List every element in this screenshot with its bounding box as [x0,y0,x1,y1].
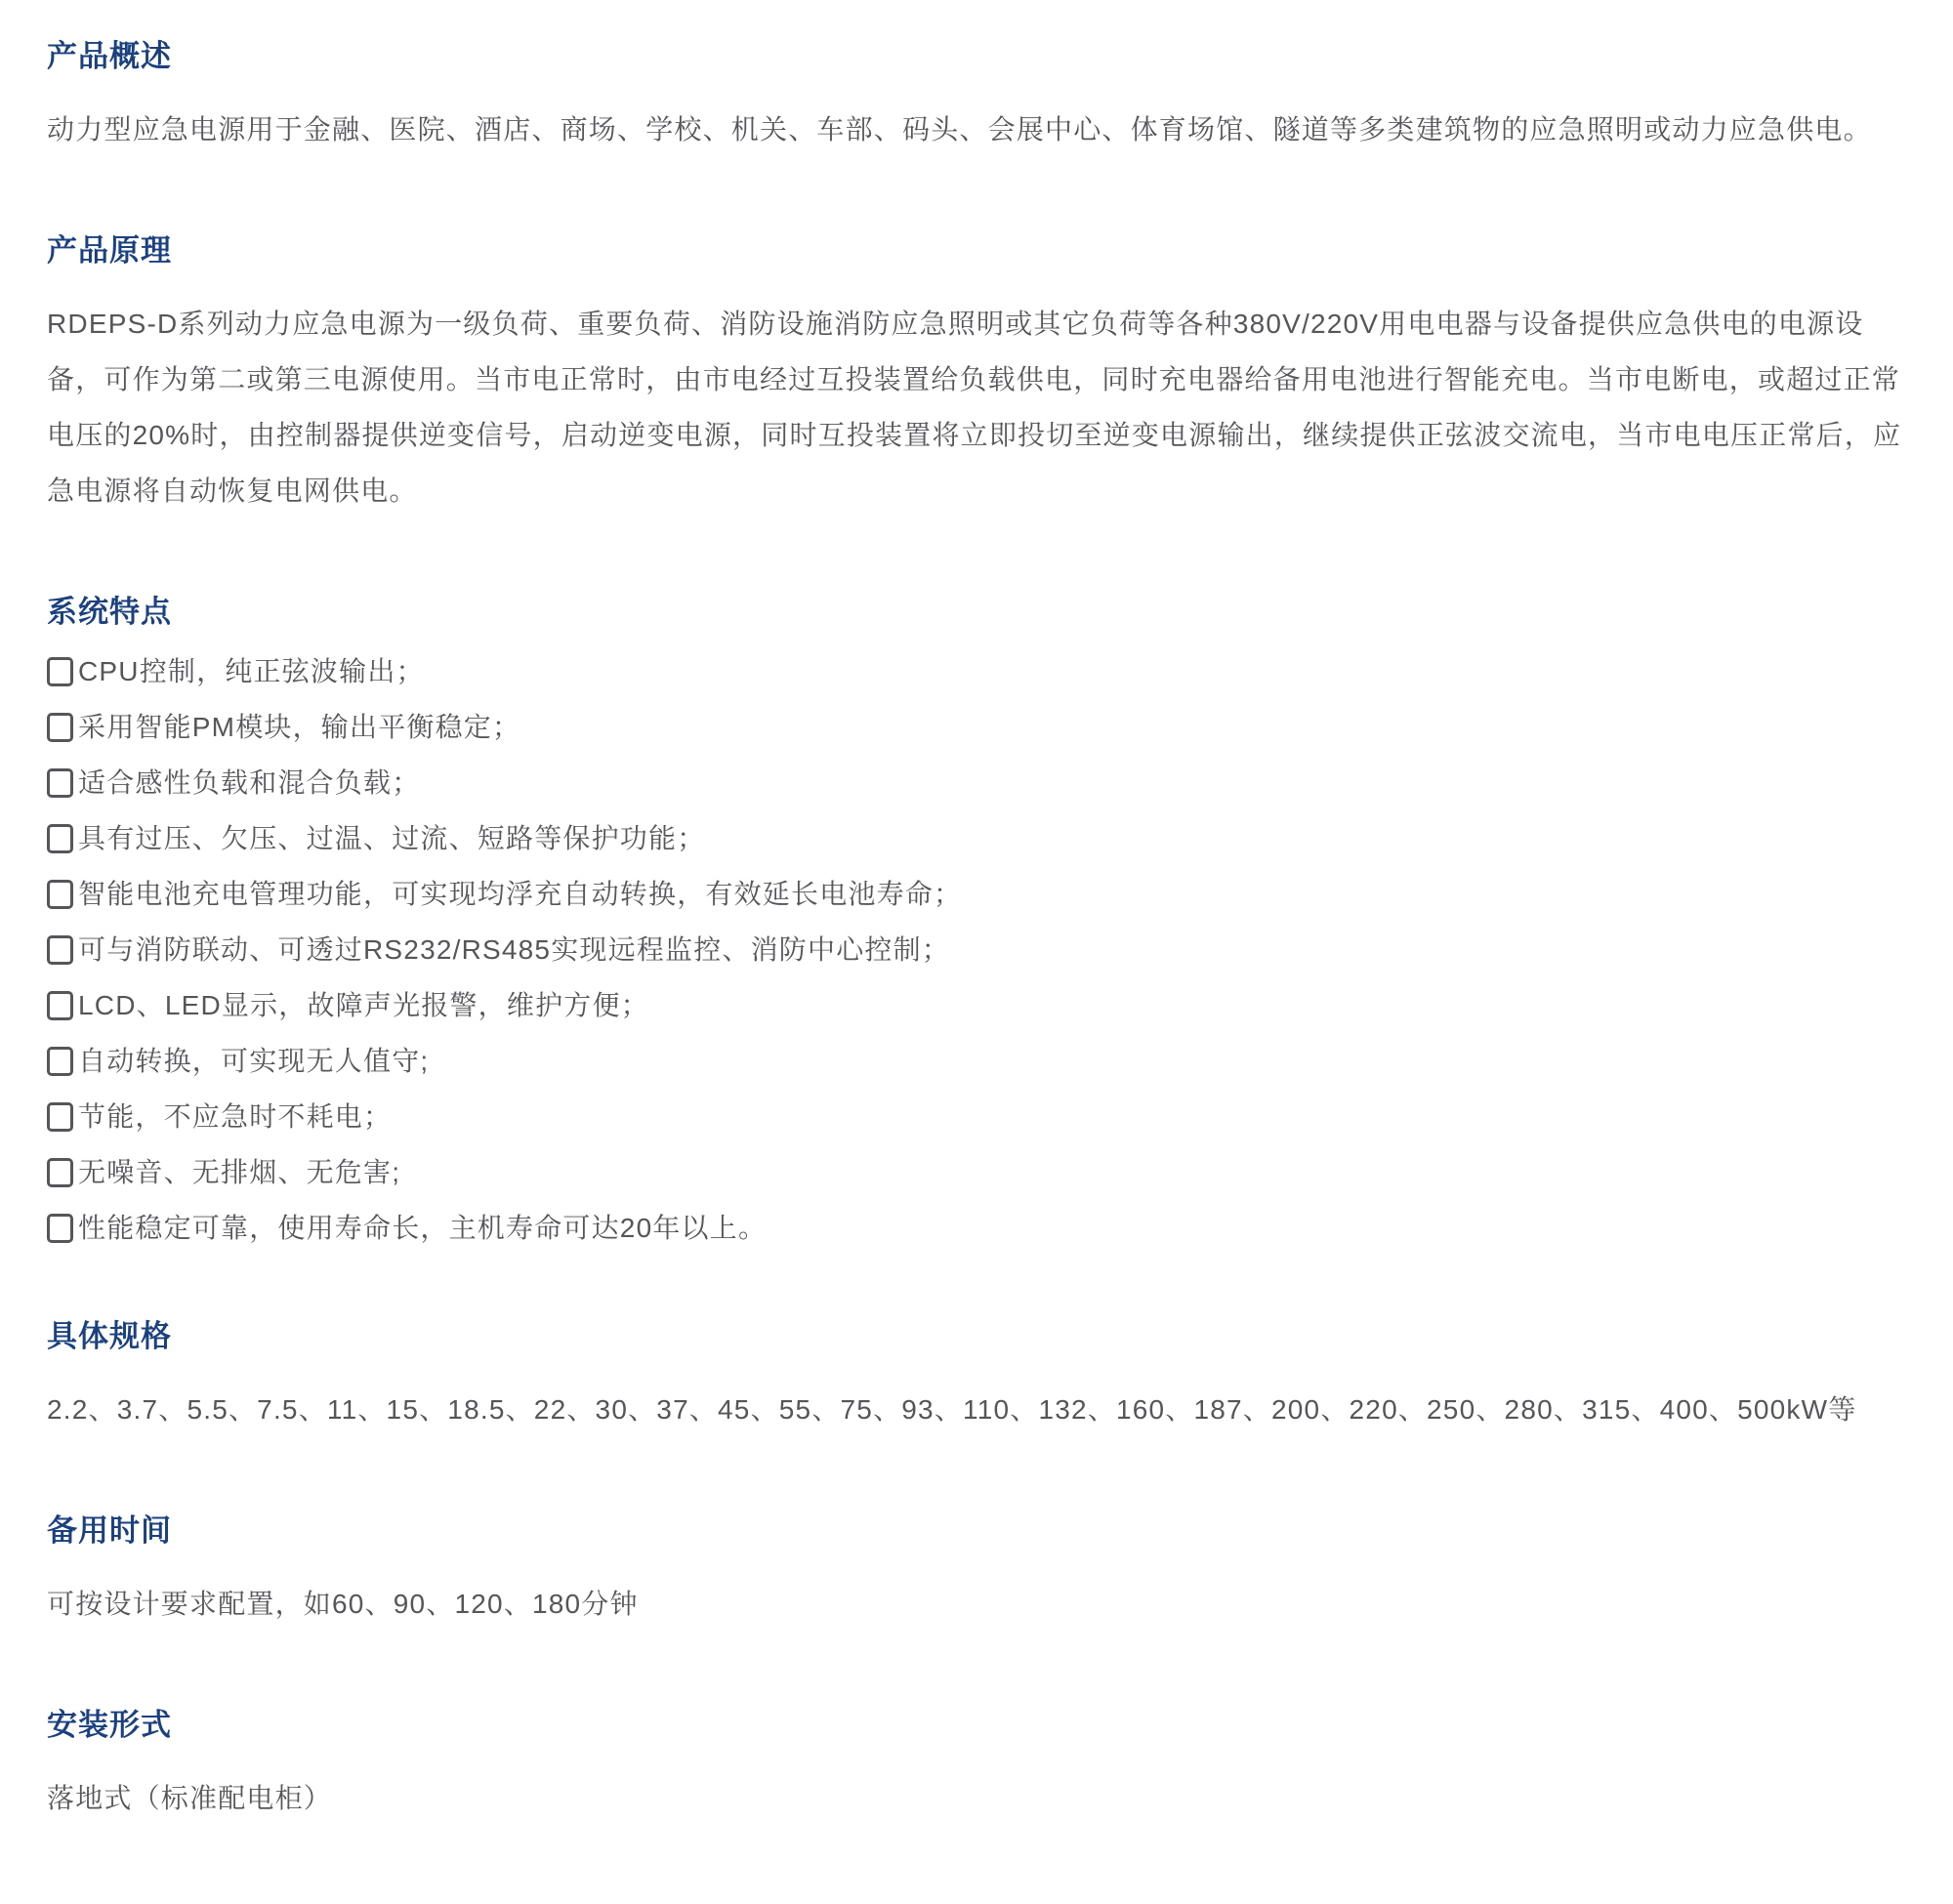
section-title-specifications: 具体规格 [47,1319,172,1353]
checkbox-icon [47,1102,73,1132]
feature-text: 智能电池充电管理功能，可实现均浮充自动转换，有效延长电池寿命； [78,879,963,909]
feature-text: 无噪音、无排烟、无危害; [78,1157,401,1187]
checkbox-icon [47,768,73,798]
checkbox-icon [47,713,73,742]
checkbox-icon [47,1158,73,1187]
feature-item [47,824,1906,853]
feature-text: 适合感性负载和混合负载； [78,767,421,798]
section-backup-time [47,1511,1906,1632]
feature-text: 具有过压、欠压、过温、过流、短路等保护功能； [78,823,706,853]
checkbox-icon [47,1047,73,1076]
section-title-backup-time: 备用时间 [47,1513,172,1548]
feature-item [47,1102,1906,1132]
feature-text: 采用智能PM模块，输出平衡稳定； [78,712,521,742]
section-title-overview: 产品概述 [47,39,172,73]
section-title-features: 系统特点 [47,595,172,629]
backup-time-paragraph: 可按设计要求配置，如60、90、120、180分钟 [47,1589,639,1619]
feature-item [47,1158,1906,1187]
feature-item [47,768,1906,798]
specifications-paragraph: 2.2、3.7、5.5、7.5、11、15、18.5、22、30、37、45、55、75、93、110、132、160、187、200、220、250、280、315、400、500kW等 [47,1394,1857,1425]
feature-item [47,657,1906,686]
installation-paragraph: 落地式（标准配电柜） [47,1783,333,1813]
principle-paragraph: RDEPS-D系列动力应急电源为一级负荷、重要负荷、消防设施消防应急照明或其它负荷等各种380V/220V用电电器与设备提供应急供电的电源设备，可作为第二或第三电源使用。当市电正常时，由市电经过互投装置给负载供电，同时充电器给备用电池进行智能充电。当市电断电，或超过正常电压的20%时，由控制器提供逆变信号，启动逆变电源，同时互投装置将立即投切至逆变电源输出，继续提供正弦波交流电，当市电电压正常后，应急电源将自动恢复电网供电。 [47,309,1902,506]
feature-text: 节能，不应急时不耗电； [78,1101,393,1132]
feature-item [47,935,1906,965]
checkbox-icon [47,1214,73,1243]
feature-item [47,1047,1906,1076]
section-title-installation: 安装形式 [47,1708,172,1742]
feature-text: CPU控制，纯正弦波输出； [78,656,425,686]
feature-list [47,657,1906,1243]
checkbox-icon [47,991,73,1020]
section-product-principle [47,231,1906,518]
overview-paragraph: 动力型应急电源用于金融、医院、酒店、商场、学校、机关、车部、码头、会展中心、体育场馆、隧道等多类建筑物的应急照明或动力应急供电。 [47,114,1872,145]
checkbox-icon [47,935,73,965]
feature-text: 可与消防联动、可透过RS232/RS485实现远程监控、消防中心控制； [78,934,951,965]
checkbox-icon [47,824,73,853]
checkbox-icon [47,657,73,686]
feature-item [47,713,1906,742]
feature-item [47,1214,1906,1243]
section-system-features [47,593,1906,1243]
feature-item [47,991,1906,1020]
section-title-principle: 产品原理 [47,233,172,268]
section-product-overview [47,37,1906,157]
feature-text: 自动转换，可实现无人值守; [78,1046,430,1076]
feature-item [47,880,1906,909]
feature-text: 性能稳定可靠，使用寿命长，主机寿命可达20年以上。 [78,1213,768,1243]
section-specifications [47,1317,1906,1437]
checkbox-icon [47,880,73,909]
feature-text: LCD、LED显示，故障声光报警，维护方便； [78,990,649,1020]
section-installation [47,1706,1906,1826]
